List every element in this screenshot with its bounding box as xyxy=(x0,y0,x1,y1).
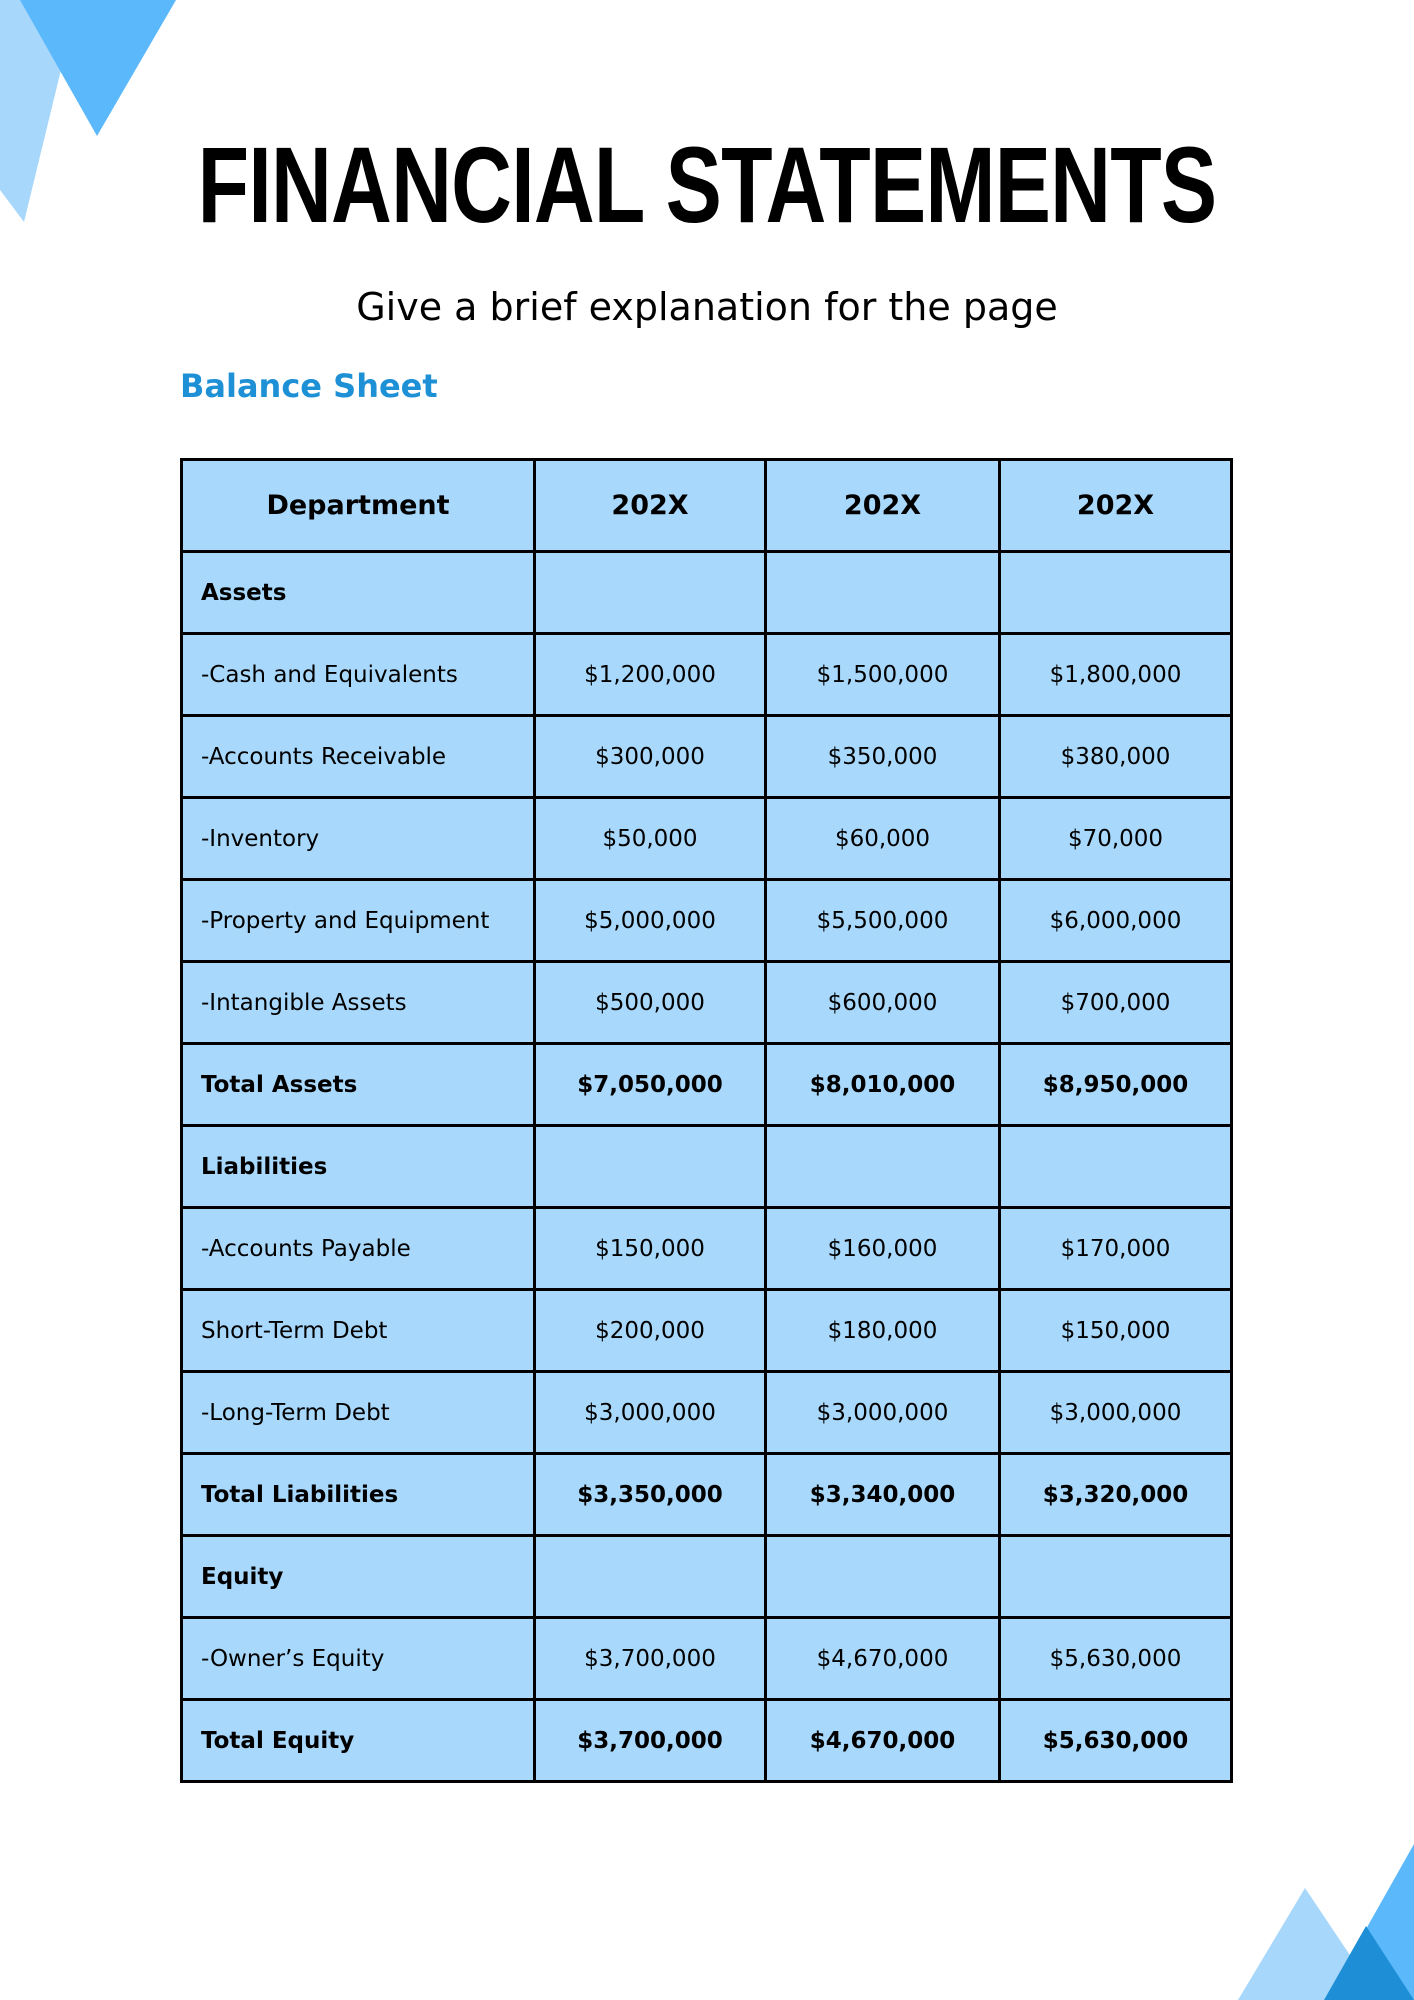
value-cell: $3,320,000 xyxy=(1000,1454,1232,1536)
value-cell: $700,000 xyxy=(1000,962,1232,1044)
table-row xyxy=(182,1372,1232,1454)
value-cell: $3,000,000 xyxy=(535,1372,766,1454)
table-row xyxy=(182,798,1232,880)
row-label: Total Equity xyxy=(182,1700,535,1782)
row-label: Total Assets xyxy=(182,1044,535,1126)
table-row xyxy=(182,716,1232,798)
table-row xyxy=(182,1208,1232,1290)
decor-triangles-bottom-right xyxy=(1230,1780,1414,2000)
row-label: -Cash and Equivalents xyxy=(182,634,535,716)
value-cell: $500,000 xyxy=(535,962,766,1044)
value-cell: $6,000,000 xyxy=(1000,880,1232,962)
table-row xyxy=(182,634,1232,716)
column-header-year-1: 202X xyxy=(535,460,766,552)
value-cell: $3,340,000 xyxy=(766,1454,1000,1536)
table-row xyxy=(182,1454,1232,1536)
row-label: -Intangible Assets xyxy=(182,962,535,1044)
value-cell: $3,000,000 xyxy=(766,1372,1000,1454)
row-label: Liabilities xyxy=(182,1126,535,1208)
value-cell xyxy=(535,1126,766,1208)
row-label: Equity xyxy=(182,1536,535,1618)
row-label: -Inventory xyxy=(182,798,535,880)
value-cell: $60,000 xyxy=(766,798,1000,880)
value-cell: $600,000 xyxy=(766,962,1000,1044)
value-cell: $5,630,000 xyxy=(1000,1618,1232,1700)
value-cell: $50,000 xyxy=(535,798,766,880)
value-cell: $1,500,000 xyxy=(766,634,1000,716)
value-cell: $150,000 xyxy=(1000,1290,1232,1372)
section-heading: Balance Sheet xyxy=(180,367,438,405)
table-row xyxy=(182,1290,1232,1372)
page-subtitle: Give a brief explanation for the page xyxy=(356,285,1058,329)
row-label: -Long-Term Debt xyxy=(182,1372,535,1454)
value-cell: $1,800,000 xyxy=(1000,634,1232,716)
value-cell: $8,010,000 xyxy=(766,1044,1000,1126)
value-cell xyxy=(1000,1126,1232,1208)
row-label: Short-Term Debt xyxy=(182,1290,535,1372)
decor-triangles-top-left xyxy=(0,0,180,230)
value-cell: $180,000 xyxy=(766,1290,1000,1372)
value-cell: $4,670,000 xyxy=(766,1618,1000,1700)
value-cell: $300,000 xyxy=(535,716,766,798)
column-header-year-2: 202X xyxy=(766,460,1000,552)
value-cell: $170,000 xyxy=(1000,1208,1232,1290)
table-row xyxy=(182,1126,1232,1208)
value-cell: $5,000,000 xyxy=(535,880,766,962)
value-cell: $8,950,000 xyxy=(1000,1044,1232,1126)
table-row xyxy=(182,962,1232,1044)
table-header-row xyxy=(182,460,1232,552)
table-row xyxy=(182,1618,1232,1700)
value-cell: $3,700,000 xyxy=(535,1700,766,1782)
page-title: FINANCIAL STATEMENTS xyxy=(197,124,1217,245)
table-row xyxy=(182,552,1232,634)
value-cell xyxy=(766,552,1000,634)
value-cell: $5,500,000 xyxy=(766,880,1000,962)
table-row xyxy=(182,1536,1232,1618)
value-cell: $3,000,000 xyxy=(1000,1372,1232,1454)
value-cell: $150,000 xyxy=(535,1208,766,1290)
row-label: Assets xyxy=(182,552,535,634)
value-cell xyxy=(1000,1536,1232,1618)
value-cell xyxy=(766,1126,1000,1208)
value-cell: $160,000 xyxy=(766,1208,1000,1290)
value-cell: $5,630,000 xyxy=(1000,1700,1232,1782)
row-label: Total Liabilities xyxy=(182,1454,535,1536)
balance-sheet-table xyxy=(180,458,1233,1783)
column-header-department: Department xyxy=(182,460,535,552)
value-cell: $380,000 xyxy=(1000,716,1232,798)
row-label: -Accounts Receivable xyxy=(182,716,535,798)
table-row xyxy=(182,880,1232,962)
value-cell xyxy=(766,1536,1000,1618)
row-label: -Property and Equipment xyxy=(182,880,535,962)
value-cell: $4,670,000 xyxy=(766,1700,1000,1782)
value-cell xyxy=(535,552,766,634)
value-cell xyxy=(535,1536,766,1618)
row-label: -Accounts Payable xyxy=(182,1208,535,1290)
value-cell: $1,200,000 xyxy=(535,634,766,716)
value-cell: $200,000 xyxy=(535,1290,766,1372)
table-row xyxy=(182,1700,1232,1782)
value-cell: $70,000 xyxy=(1000,798,1232,880)
value-cell: $350,000 xyxy=(766,716,1000,798)
value-cell xyxy=(1000,552,1232,634)
value-cell: $3,350,000 xyxy=(535,1454,766,1536)
value-cell: $3,700,000 xyxy=(535,1618,766,1700)
row-label: -Owner’s Equity xyxy=(182,1618,535,1700)
value-cell: $7,050,000 xyxy=(535,1044,766,1126)
table-row xyxy=(182,1044,1232,1126)
column-header-year-3: 202X xyxy=(1000,460,1232,552)
